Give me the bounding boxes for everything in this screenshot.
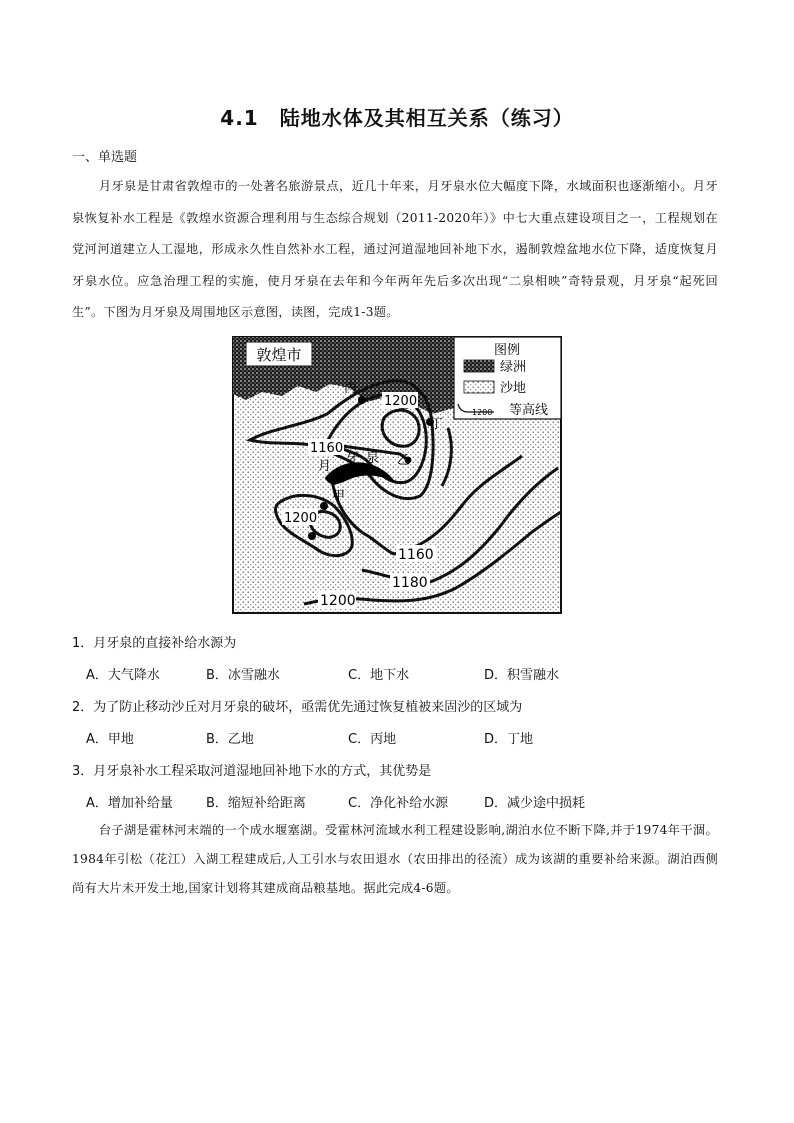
legend-oasis-label: 绿洲: [500, 360, 527, 375]
question-3-stem: 3．月牙泉补水工程采取河道湿地回补地下水的方式，其优势是: [72, 764, 432, 779]
question-2-options: [86, 728, 726, 748]
q2-option-c[interactable]: C．丙地: [348, 732, 397, 747]
q1-option-a[interactable]: A．大气降水: [86, 668, 160, 683]
q3-option-c[interactable]: C．净化补给水源: [348, 796, 449, 811]
contour-label-1200-bottom: 1200: [320, 593, 356, 609]
spring-char-1: 月: [318, 459, 332, 474]
question-3-options: [86, 792, 726, 812]
city-label: 敦煌市: [256, 346, 302, 364]
label-bing: 丙: [344, 381, 358, 396]
q1-option-b[interactable]: B．冰雪融水: [206, 668, 280, 683]
q1-option-d[interactable]: D．积雪融水: [484, 668, 560, 683]
legend-oasis-swatch: [464, 360, 494, 372]
contour-label-1200-top: 1200: [384, 394, 418, 409]
legend-title: 图例: [493, 343, 521, 358]
contour-label-1180-bottom: 1180: [392, 575, 428, 591]
passage-2: 台子湖是霍林河末端的一个成水堰塞湖。受霍林河流域水利工程建设影响,湖泊水位不断下降,并于1974年干涸。1984年引松（花江）入湖工程建成后,人工引水与农田退水（农田排出的径流）成为该湖的重要补给来源。湖泊西侧尚有大片未开发土地,国家计划将其建成商品粮基地。据此完成4-6题。: [72, 823, 718, 895]
crescent-spring-map: [232, 336, 562, 614]
page-title: 4.1 陆地水体及其相互关系（练习）: [220, 106, 574, 130]
contour-label-1160-left: 1160: [310, 441, 344, 456]
question-1-options: [86, 664, 726, 684]
q2-option-d[interactable]: D．丁地: [484, 732, 534, 747]
question-2-stem: 2．为了防止移动沙丘对月牙泉的破坏，亟需优先通过恢复植被来固沙的区域为: [72, 700, 523, 715]
spring-char-2: 牙: [346, 451, 360, 466]
q1-option-c[interactable]: C．地下水: [348, 668, 410, 683]
legend-contour-label: 等高线: [509, 403, 549, 418]
q2-option-a[interactable]: A．甲地: [86, 732, 134, 747]
spring-char-3: 泉: [366, 451, 380, 466]
point-bing-dot: [358, 396, 366, 404]
contour-label-1200-left: 1200: [284, 511, 318, 526]
q3-option-a[interactable]: A．增加补给量: [86, 796, 173, 811]
legend-sand-swatch: [464, 381, 494, 393]
passage-1: 月牙泉是甘肃省敦煌市的一处著名旅游景点，近几十年来，月牙泉水位大幅度下降，水域面积也逐渐缩小。月牙泉恢复补水工程是《敦煌水资源合理利用与生态综合规划（2011-2020年）》中七大重点建设项目之一，工程规划在党河河道建立人工湿地，形成永久性自然补水工程，通过河道湿地回补地下水，遏制敦煌盆地水位下降，适度恢复月牙泉水位。应急治理工程的实施，使月牙泉在去年和今年两年先后多次出现“二泉相映”奇特景观，月牙泉“起死回生”。下图为月牙泉及周围地区示意图，读图，完成1-3题。: [72, 179, 718, 319]
contour-label-1160-bottom: 1160: [398, 547, 434, 563]
legend-sand-label: 沙地: [500, 381, 527, 396]
point-jia-dot: [320, 502, 328, 510]
label-ding: 丁: [430, 417, 444, 432]
legend-contour-value: 1200: [472, 408, 493, 417]
lower-peak-dot: [308, 532, 316, 540]
label-yi: 乙: [397, 453, 411, 468]
q3-option-b[interactable]: B．缩短补给距离: [206, 796, 306, 811]
question-1-stem: 1．月牙泉的直接补给水源为: [72, 636, 237, 651]
section-heading: 一、单选题: [72, 150, 138, 165]
label-jia: 甲: [332, 489, 346, 504]
q2-option-b[interactable]: B．乙地: [206, 732, 254, 747]
q3-option-d[interactable]: D．减少途中损耗: [484, 796, 586, 811]
